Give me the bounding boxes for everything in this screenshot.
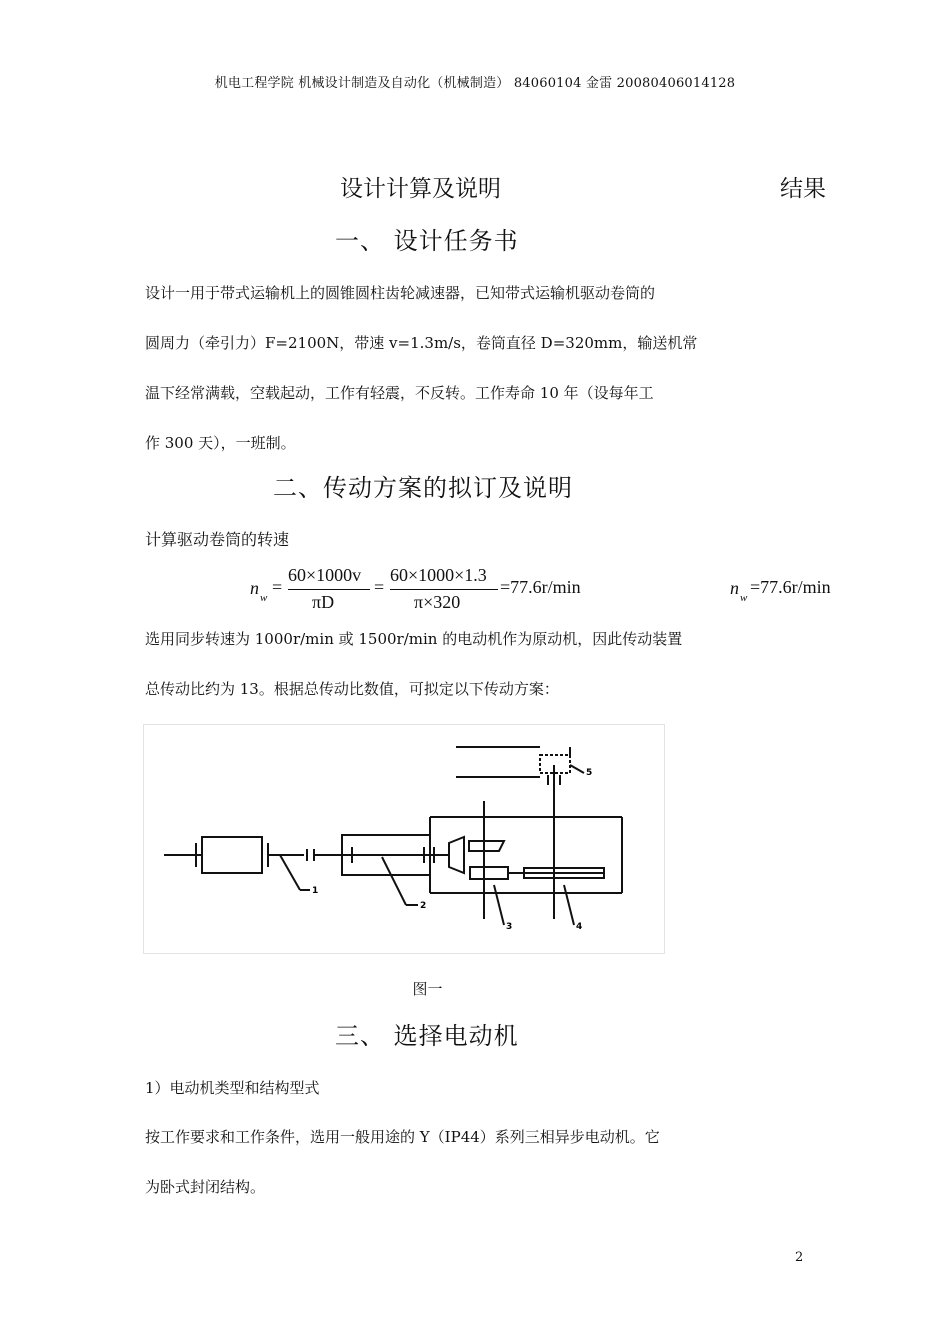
section2-body <box>145 614 720 714</box>
section3-line: 为卧式封闭结构。 <box>145 1178 266 1196</box>
figure-label-4: 4 <box>576 922 583 932</box>
section2-title: 二、传动方案的拟订及说明 <box>273 474 573 502</box>
result-n: n <box>730 578 739 598</box>
section1-line: 设计一用于带式运输机上的圆锥圆柱齿轮减速器，已知带式运输机驱动卷筒的 <box>145 284 656 302</box>
section1-line: 作 300 天），一班制。 <box>145 434 296 452</box>
fraction-bar <box>288 589 370 590</box>
section2-line: 总传动比约为 13。根据总传动比数值，可拟定以下传动方案： <box>145 680 559 698</box>
section3-line: 按工作要求和工作条件，选用一般用途的 Y（IP44）系列三相异步电动机。它 <box>145 1128 660 1146</box>
section1-body <box>145 268 720 468</box>
formula-n-subscript: w <box>260 592 268 604</box>
transmission-scheme-diagram <box>144 725 664 953</box>
formula-n: n <box>250 578 259 598</box>
formula-equals-1: = <box>272 577 283 597</box>
section2-subtitle: 计算驱动卷筒的转速 <box>145 530 290 549</box>
result-n-subscript: w <box>740 592 748 604</box>
formula-frac2-numerator: 60×1000×1.3 <box>390 565 487 585</box>
formula-frac1-denominator: πD <box>312 592 335 612</box>
formula-frac2-denominator: π×320 <box>414 592 461 612</box>
page-header: 机电工程学院 机械设计制造及自动化（机械制造） 84060104 金雷 20080406014128 <box>214 76 736 91</box>
section3-body <box>145 1112 720 1212</box>
transmission-scheme-figure <box>143 724 665 954</box>
figure-label-3: 3 <box>506 922 513 932</box>
formula-frac1-numerator: 60×1000v <box>288 565 362 585</box>
section1-title: 一、 设计任务书 <box>335 227 519 255</box>
column-heading-left: 设计计算及说明 <box>340 176 501 202</box>
section1-line: 圆周力（牵引力）F=2100N，带速 v=1.3m/s，卷筒直径 D=320mm，输送机常 <box>145 334 698 352</box>
result-value: =77.6r/min <box>750 577 831 597</box>
formula-result: =77.6r/min <box>500 577 581 597</box>
formula-equals-2: = <box>374 577 385 597</box>
figure-caption: 图一 <box>412 980 443 998</box>
column-heading-right: 结果 <box>780 176 826 202</box>
section2-line: 选用同步转速为 1000r/min 或 1500r/min 的电动机作为原动机，因此传动装置 <box>145 630 683 648</box>
fraction-bar <box>390 589 498 590</box>
section1-line: 温下经常满载，空载起动，工作有轻震，不反转。工作寿命 10 年（设每年工 <box>145 384 654 402</box>
section3-subtitle: 1）电动机类型和结构型式 <box>145 1079 320 1097</box>
page-number: 2 <box>795 1250 804 1265</box>
figure-label-5: 5 <box>586 768 593 778</box>
figure-label-1: 1 <box>312 886 319 896</box>
figure-label-2: 2 <box>420 901 427 911</box>
section3-title: 三、 选择电动机 <box>335 1022 519 1050</box>
